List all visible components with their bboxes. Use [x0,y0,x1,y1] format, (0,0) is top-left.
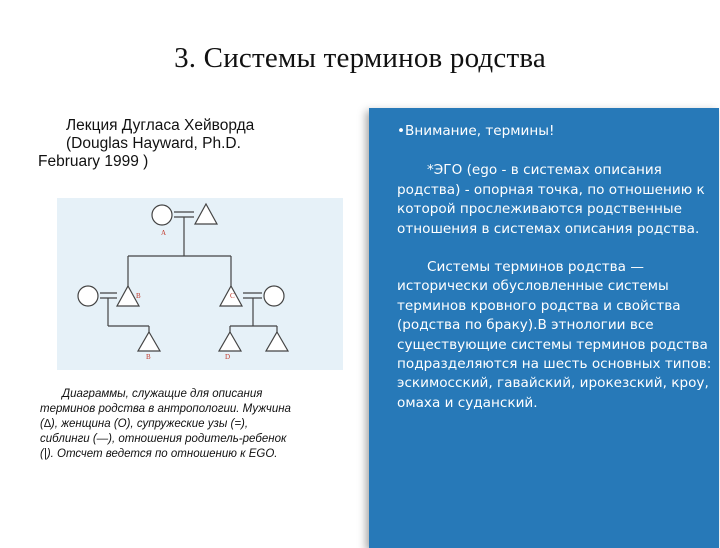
slide-title: 3. Системы терминов родства [174,42,546,74]
diagram-label: B [146,353,151,361]
lecture-caption-line1: Лекция Дугласа Хейворда [66,117,255,134]
female-symbol [152,205,172,225]
kinship-diagram [57,198,343,370]
male-symbol [195,204,217,224]
male-symbol [266,332,288,351]
diagram-caption-line4: сиблинги (—), отношения родитель-ребенок [40,433,287,445]
male-symbol [138,332,160,351]
diagram-label: A [161,229,167,237]
female-symbol [78,286,98,306]
lecture-caption [38,117,338,171]
lecture-caption-line2: (Douglas Hayward, Ph.D. [66,135,241,152]
diagram-caption-line3: (∆), женщина (О), супружеские узы (=), [40,418,249,430]
info-panel [369,108,719,548]
diagram-label: B [136,292,141,300]
diagram-caption-line5: (|). Отсчет ведется по отношению к EGO. [40,448,278,460]
kinship-diagram-svg [57,198,343,370]
diagram-label: D [225,353,231,361]
lecture-caption-line3: February 1999 ) [38,153,149,170]
diagram-label: C [230,292,235,300]
male-symbol [219,332,241,351]
female-symbol [264,286,284,306]
diagram-caption-line2: терминов родства в антропологии. Мужчина [40,403,291,415]
diagram-caption-line1: Диаграммы, служащие для описания [62,388,263,400]
kinship-systems-paragraph: Системы терминов родства — исторически обусловленные системы терминов кровного родства и свойства (родства по браку).В этнологии все существующие системы терминов родства подразделяются на шесть основных типов: эскимосский, гавайский, ирокезский, кроу, омаха и суданский. [397,259,712,411]
ego-definition: *ЭГО (ego - в системах описания родства) - опорная точка, по отношению к которой прослеживаются родственные отношения в системах описания родства. [397,162,705,237]
diagram-caption [40,387,350,462]
attention-bullet: •Внимание, термины! [397,123,555,139]
info-panel-text [397,122,712,413]
